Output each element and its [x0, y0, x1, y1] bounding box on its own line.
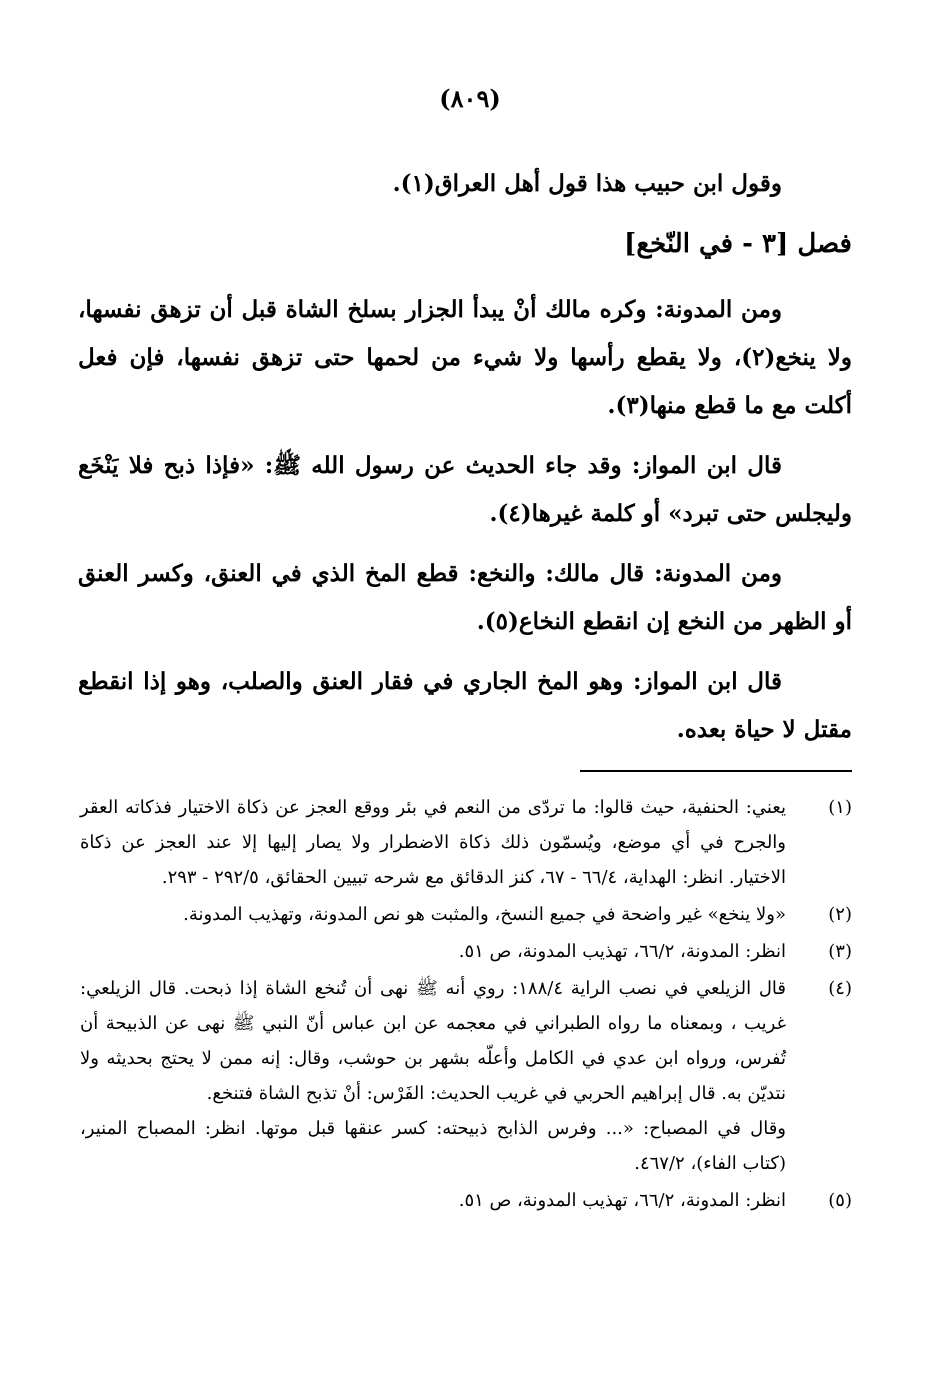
footnote-text: يعني: الحنفية، حيث قالوا: ما تردّى من النعم في بئر ووقع العجز عن ذكاة الاختيار فذكاته العقر والجرح في أي موضع، ويُسمّون ذلك ذكاة الاضطرار ولا يصار إليها إلا عند العجز عن ذكاة الاختيار. انظر: الهداية، ٦٦/٤ - ٦٧، كنز الدقائق مع شرحه تبيين الحقائق، ٢٩٢/٥ - ٢٩٣.	[80, 797, 786, 888]
main-text	[78, 160, 852, 766]
footnote-number: (٢)	[828, 904, 852, 925]
footnote-number: (٥)	[828, 1190, 852, 1211]
footnote-text: انظر: المدونة، ٦٦/٢، تهذيب المدونة، ص ٥١.	[458, 1190, 786, 1211]
paragraph-4: ومن المدونة: قال مالك: والنخع: قطع المخ الذي في العنق، وكسر العنق أو الظهر من النخع إن انقطع النخاع(٥).	[78, 560, 852, 635]
footnote-3	[80, 934, 856, 969]
footnote-text: قال الزيلعي في نصب الراية ١٨٨/٤: روي أنه ﷺ نهى أن تُنخع الشاة إذا ذبحت. قال الزيلعي: غريب ، وبمعناه ما رواه الطبراني في معجمه عن ابن عباس أنّ النبي ﷺ نهى عن الذبيحة أن تُفرس، ورواه ابن عدي في الكامل وأعلّه بشهر بن حوشب، وقال: إنه ممن لا يحتج بحديثه ولا نتديّن به. قال إبراهيم الحربي في غريب الحديث: الفَرْس: أنْ تذبح الشاة فتنخع.	[80, 978, 786, 1104]
footnote-text: انظر: المدونة، ٦٦/٢، تهذيب المدونة، ص ٥١.	[458, 941, 786, 962]
paragraph-5: قال ابن المواز: وهو المخ الجاري في فقار العنق والصلب، وهو إذا انقطع مقتل لا حياة بعده.	[78, 668, 852, 743]
paragraph-2: ومن المدونة: وكره مالك أنْ يبدأ الجزار بسلخ الشاة قبل أن تزهق نفسها، ولا ينخع(٢)، ولا يقطع رأسها ولا شيء من لحمها حتى تزهق نفسها، فإن فعل أكلت مع ما قطع منها(٣).	[78, 296, 852, 419]
footnote-number: (٣)	[828, 941, 852, 962]
paragraph-1: وقول ابن حبيب هذا قول أهل العراق(١).	[392, 170, 782, 197]
footnotes	[80, 790, 856, 1220]
section-heading: فصل [٣ - في النّخع]	[624, 229, 852, 259]
footnote-5	[80, 1183, 856, 1218]
page-number: (٨٠٩)	[439, 84, 501, 113]
footnote-continuation: وقال في المصباح: «... وفرس الذابح ذبيحته: كسر عنقها قبل موتها. انظر: المصباح المنير، (كتاب الفاء)، ٤٦٧/٢.	[80, 1118, 786, 1174]
footnote-separator	[580, 770, 852, 772]
footnote-1	[80, 790, 856, 895]
footnote-number: (٤)	[828, 978, 852, 999]
footnote-number: (١)	[828, 797, 852, 818]
footnote-text: «ولا ينخع» غير واضحة في جميع النسخ، والمثبت هو نص المدونة، وتهذيب المدونة.	[183, 904, 786, 925]
footnote-4	[80, 971, 856, 1181]
footnote-2	[80, 897, 856, 932]
paragraph-3: قال ابن المواز: وقد جاء الحديث عن رسول الله ﷺ: «فإذا ذبح فلا يَنْخَع وليجلس حتى تبرد» أو كلمة غيرها(٤).	[78, 452, 852, 527]
